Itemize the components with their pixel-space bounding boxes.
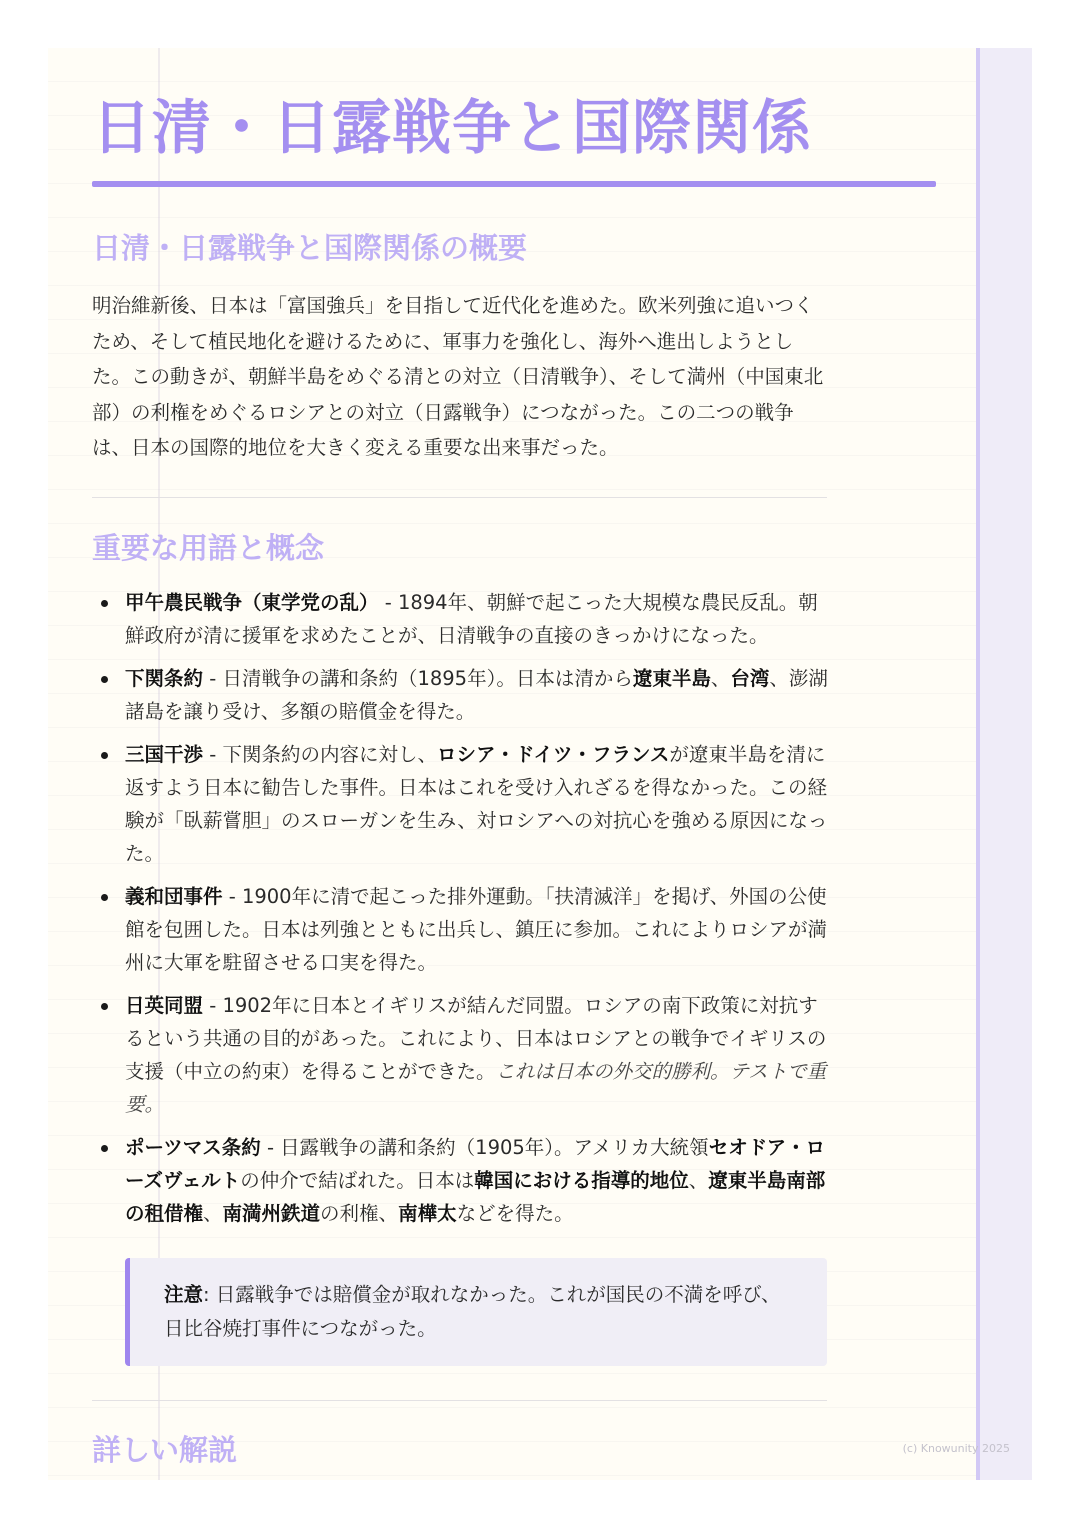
- list-item: [92, 880, 832, 979]
- term-name: ポーツマス条約: [125, 1136, 261, 1159]
- term-description: の仲介で結ばれた。日本は: [240, 1169, 475, 1192]
- term-highlight: 遼東半島: [632, 667, 711, 690]
- term-highlight: セオドア・ローズヴェルト: [125, 1136, 826, 1192]
- term-description: が遼東半島を清に返すよう日本に勧告した事件。日本はこれを受け入れざるを得なかった。この経験が「臥薪嘗胆」のスローガンを生み、対ロシアへの対抗心を強める原因になった。: [125, 743, 828, 865]
- term-description: 、澎湖諸島を譲り受け、多額の賠償金を得た。: [125, 667, 828, 723]
- term-name: 日英同盟: [125, 994, 204, 1017]
- term-description: - 下関条約の内容に対し、: [209, 743, 437, 766]
- overview-paragraph: 明治維新後、日本は「富国強兵」を目指して近代化を進めた。欧米列強に追いつくため、そして植民地化を避けるために、軍事力を強化し、海外へ進出しようとした。この動きが、朝鮮半島をめぐる清との対立（日清戦争）、そして満州（中国東北部）の利権をめぐるロシアとの対立（日露戦争）につながった。この二つの戦争は、日本の国際的地位を大きく変える重要な出来事だった。: [92, 294, 824, 459]
- note-label: 注意: [164, 1283, 204, 1306]
- term-name: 下関条約: [125, 667, 204, 690]
- detail-heading: 詳しい解説: [92, 1433, 238, 1467]
- page-edge-strip: [976, 48, 1032, 1480]
- copyright-footer: (c) Knowunity 2025: [902, 1442, 1010, 1455]
- term-name: 三国干渉: [125, 743, 204, 766]
- term-highlight: 遼東半島南部の租借権: [125, 1169, 826, 1225]
- term-description: 、: [710, 667, 731, 690]
- list-item: [92, 1131, 832, 1230]
- overview-heading: 日清・日露戦争と国際関係の概要: [92, 231, 528, 265]
- term-name: 甲午農民戦争（東学党の乱）: [125, 591, 379, 614]
- note-page: [48, 48, 1032, 1480]
- list-item: [92, 586, 832, 652]
- title-underline: [92, 181, 936, 187]
- term-description: - 1900年に清で起こった排外運動。「扶清滅洋」を掲げ、外国の公使館を包囲した。日本は列強とともに出兵し、鎮圧に参加。これによりロシアが満州に大軍を駐留させる口実を得た。: [125, 885, 828, 974]
- term-highlight: 南樺太: [398, 1202, 457, 1225]
- list-item: [92, 989, 832, 1121]
- term-description: - 日露戦争の講和条約（1905年）。アメリカ大統領: [266, 1136, 709, 1159]
- callout-note: [125, 1258, 827, 1366]
- term-highlight: 韓国における指導的地位: [474, 1169, 689, 1192]
- section-divider: [92, 497, 827, 498]
- term-highlight: 台湾: [730, 667, 770, 690]
- list-item: [92, 738, 832, 870]
- terms-list: [92, 586, 832, 1240]
- term-description: などを得た。: [456, 1202, 574, 1225]
- term-description: 、: [203, 1202, 223, 1225]
- term-description: - 1894年、朝鮮で起こった大規模な農民反乱。朝鮮政府が清に援軍を求めたことが、日清戦争の直接のきっかけになった。: [125, 591, 818, 647]
- term-name: 義和団事件: [125, 885, 223, 908]
- term-description: 、: [688, 1169, 709, 1192]
- term-description: - 1902年に日本とイギリスが結んだ同盟。ロシアの南下政策に対抗するという共通の目的があった。これにより、日本はロシアとの戦争でイギリスの支援（中立の約束）を得ることができた。: [125, 994, 827, 1083]
- term-emphasis: これは日本の外交的勝利。テストで重要。: [125, 1060, 827, 1116]
- page-title: 日清・日露戦争と国際関係: [92, 93, 813, 162]
- terms-heading: 重要な用語と概念: [92, 531, 325, 565]
- note-text: : 日露戦争では賠償金が取れなかった。これが国民の不満を呼び、日比谷焼打事件につながった。: [164, 1283, 781, 1340]
- term-description: - 日清戦争の講和条約（1895年）。日本は清から: [209, 667, 633, 690]
- term-description: の利権、: [320, 1202, 399, 1225]
- term-highlight: 南満州鉄道: [222, 1202, 321, 1225]
- section-divider: [92, 1400, 827, 1401]
- list-item: [92, 662, 832, 728]
- term-highlight: ロシア・ドイツ・フランス: [436, 743, 670, 766]
